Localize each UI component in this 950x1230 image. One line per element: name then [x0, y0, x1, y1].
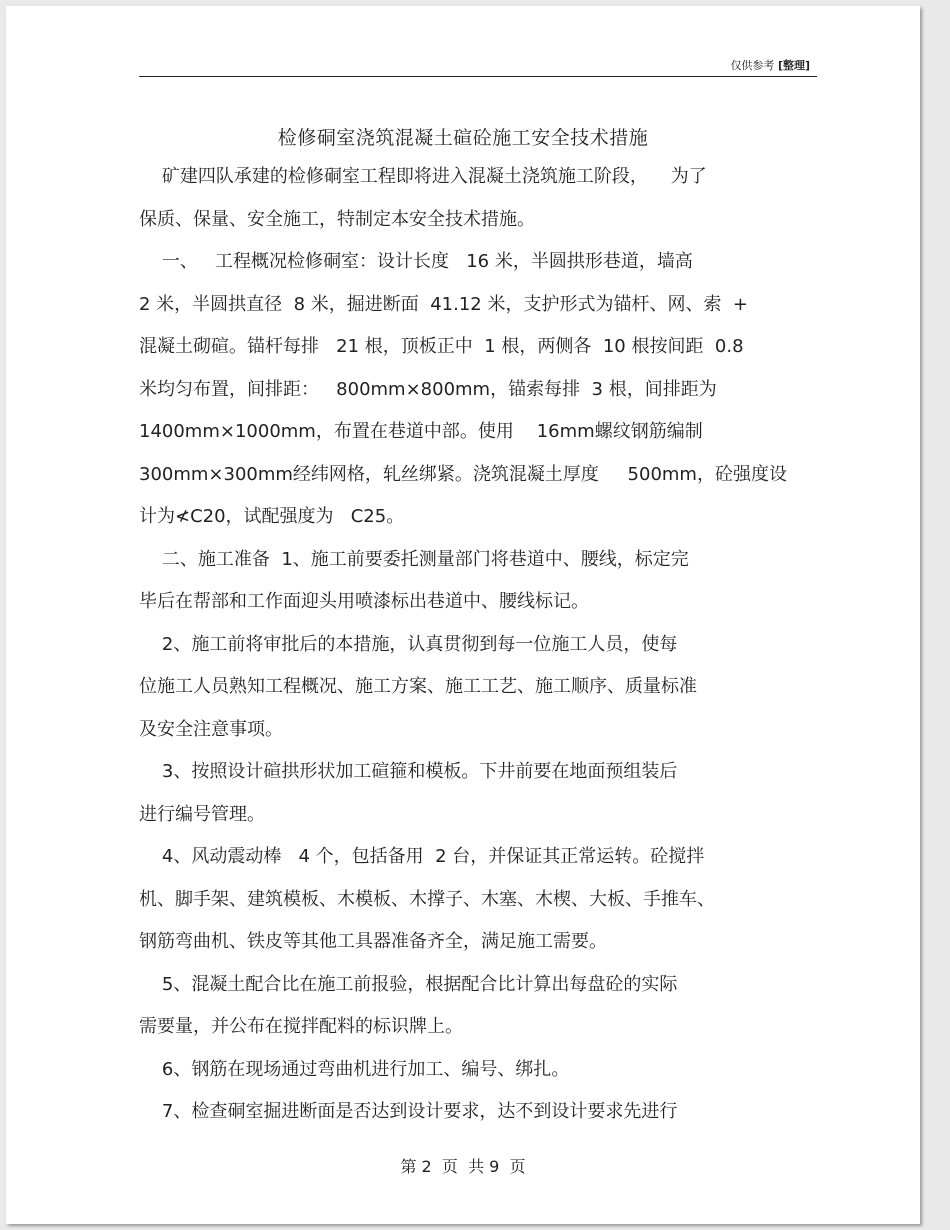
body-line: 混凝土砌碹。锚杆每排 21 根，顶板正中 1 根，两侧各 10 根按间距 0.8	[139, 336, 744, 357]
body-line: 300mm×300mm经纬网格，轧丝绑紧。浇筑混凝土厚度 500mm，砼强度设	[139, 463, 787, 485]
header-label: 仅供参考	[730, 59, 778, 72]
body-line: 2 米，半圆拱直径 8 米，掘进断面 41.12 米，支护形式为锚杆、网、索 +	[139, 293, 749, 315]
body-line: 米均匀布置，间排距： 800mm×800mm，锚索每排 3 根，间排距为	[139, 378, 717, 400]
body-line: 5、混凝土配合比在施工前报验，根据配合比计算出每盘砼的实际	[139, 973, 678, 995]
document-title: 检修硐室浇筑混凝土碹砼施工安全技术措施	[277, 127, 649, 149]
body-line: 3、按照设计碹拱形状加工碹箍和模板。下井前要在地面预组装后	[139, 761, 678, 782]
body-line: 位施工人员熟知工程概况、施工方案、施工工艺、施工顺序、质量标准	[139, 676, 697, 697]
body-line: 毕后在帮部和工作面迎头用喷漆标出巷道中、腰线标记。	[139, 591, 589, 612]
body-line: 4、风动震动棒 4 个，包括备用 2 台，并保证其正常运转。砼搅拌	[139, 846, 705, 867]
page-footer: 第 2 页 共 9 页	[400, 1157, 526, 1176]
body-line: 需要量，并公布在搅拌配料的标识牌上。	[139, 1016, 463, 1037]
body-line: 2、施工前将审批后的本措施，认真贯彻到每一位施工人员，使每	[139, 633, 678, 655]
body-line: 机、脚手架、建筑模板、木模板、木撑子、木塞、木楔、大板、手推车、	[139, 888, 715, 910]
body-line: 及安全注意事项。	[139, 718, 283, 740]
document-page	[6, 6, 920, 1224]
body-line: 二、施工准备 1、施工前要委托测量部门将巷道中、腰线，标定完	[139, 548, 689, 570]
body-line: 保质、保量、安全施工，特制定本安全技术措施。	[139, 208, 535, 230]
page-header	[730, 57, 810, 73]
body-line: 7、检查硐室掘进断面是否达到设计要求，达不到设计要求先进行	[139, 1101, 678, 1122]
header-tag: [整理]	[777, 59, 810, 72]
document-body	[139, 156, 819, 1134]
body-line: 1400mm×1000mm，布置在巷道中部。使用 16mm螺纹钢筋编制	[139, 421, 703, 442]
body-line: 6、钢筋在现场通过弯曲机进行加工、编号、绑扎。	[139, 1058, 570, 1080]
body-line: 矿建四队承建的检修硐室工程即将进入混凝土浇筑施工阶段， 为了	[139, 166, 707, 187]
header-rule	[139, 76, 817, 77]
body-line: 一、 工程概况检修硐室：设计长度 16 米，半圆拱形巷道，墙高	[139, 251, 693, 272]
body-line: 计为≮C20，试配强度为 C25。	[139, 506, 405, 527]
body-line: 进行编号管理。	[139, 803, 265, 825]
body-line: 钢筋弯曲机、铁皮等其他工具器准备齐全，满足施工需要。	[139, 931, 607, 952]
